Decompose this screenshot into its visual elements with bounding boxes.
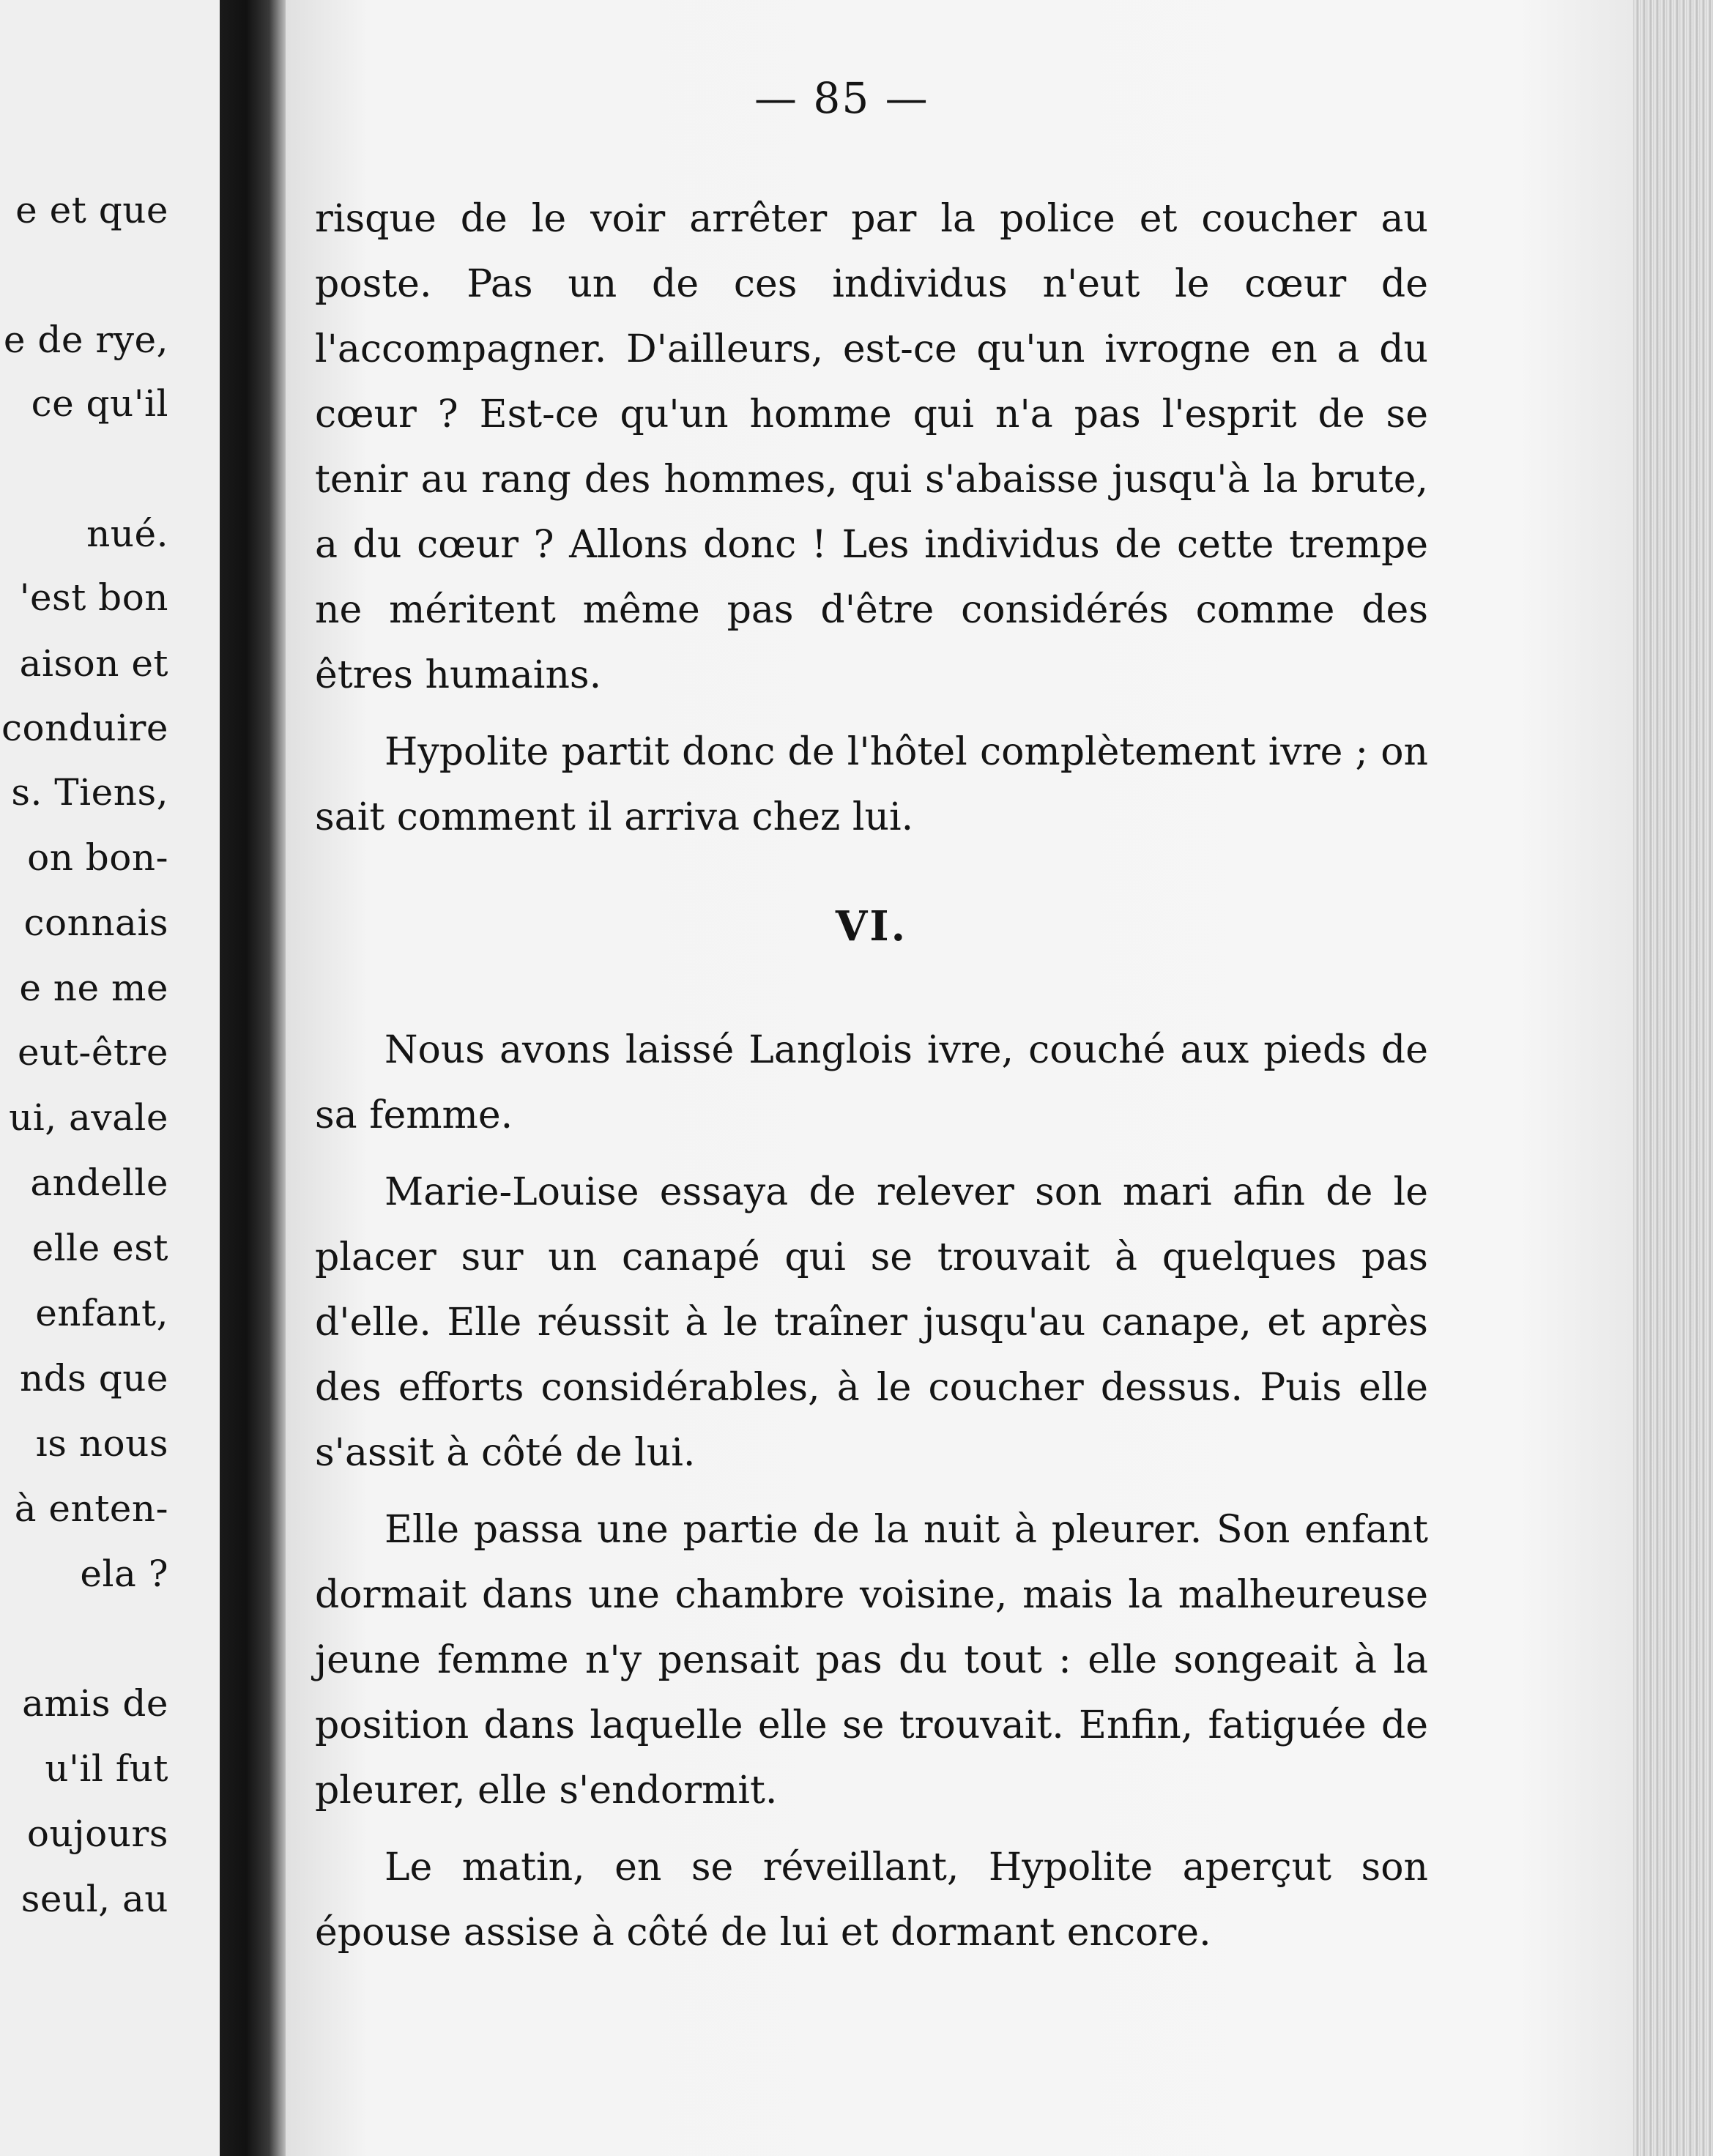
left-line: à enten- <box>14 1487 168 1530</box>
section-heading: VI. <box>835 902 908 951</box>
left-line: e de rye, <box>3 319 168 361</box>
left-line: nué. <box>86 513 168 555</box>
left-line: seul, au <box>21 1878 168 1920</box>
paragraph: Elle passa une partie de la nuit à pleurer. Son enfant dormait dans une chambre voisine, mais la malheureuse jeune femme n'y pensait pas du tout : elle songeait à la position dans laquelle elle se trouvait. Enfin, fatiguée de pleurer, elle s'endormit. <box>315 1508 1428 1813</box>
paragraph: Nous avons laissé Langlois ivre, couché aux pieds de sa femme. <box>315 1028 1428 1137</box>
left-line: on bon- <box>27 836 168 879</box>
left-line: ıs nous <box>35 1422 168 1465</box>
paragraph: risque de le voir arrêter par la police et coucher au poste. Pas un de ces individus n'eut le cœur de l'accompagner. D'ailleurs, est-ce qu'un ivrogne en a du cœur ? Est-ce qu'un homme qui n'a pas l'esprit de se tenir au rang des hommes, qui s'abaisse jusqu'à la brute, a du cœur ? Allons donc ! Les individus de cette trempe ne méritent même pas d'être considérés comme des êtres humains. <box>315 197 1428 697</box>
left-line: s. Tiens, <box>11 771 168 814</box>
left-line: 'est bon <box>19 576 168 619</box>
page-edge <box>1633 0 1713 2156</box>
left-line: e et que <box>15 189 168 231</box>
left-line: e ne me <box>19 967 168 1009</box>
left-line: aison et <box>19 642 168 685</box>
left-line: u'il fut <box>45 1747 168 1790</box>
left-line: oujours <box>26 1813 168 1855</box>
paragraph: Le matin, en se réveillant, Hypolite aperçut son épouse assise à côté de lui et dormant encore. <box>315 1845 1428 1955</box>
page-body <box>315 187 1428 1966</box>
left-line: ela ? <box>80 1553 168 1595</box>
left-line: connais <box>23 902 168 944</box>
left-line: elle est <box>31 1227 168 1269</box>
left-line: conduire <box>1 707 168 749</box>
book-spine <box>220 0 286 2156</box>
left-line: eut-être <box>18 1031 168 1074</box>
paragraph: Hypolite partit donc de l'hôtel complètement ivre ; on sait comment il arriva chez lui. <box>315 730 1428 839</box>
left-line: ce qu'il <box>31 382 168 425</box>
left-line: andelle <box>30 1161 168 1204</box>
left-line: ui, avale <box>9 1096 168 1139</box>
left-page <box>0 0 220 2156</box>
paragraph: Marie-Louise essaya de relever son mari afin de le placer sur un canapé qui se trouvait à quelques pas d'elle. Elle réussit à le traîner jusqu'au canape, et après des efforts considérables, à le coucher dessus. Puis elle s'assit à côté de lui. <box>315 1170 1428 1475</box>
page-number: — 85 — <box>754 73 929 123</box>
left-line: nds que <box>19 1357 168 1399</box>
left-line: amis de <box>22 1682 168 1725</box>
left-line: enfant, <box>35 1292 168 1334</box>
